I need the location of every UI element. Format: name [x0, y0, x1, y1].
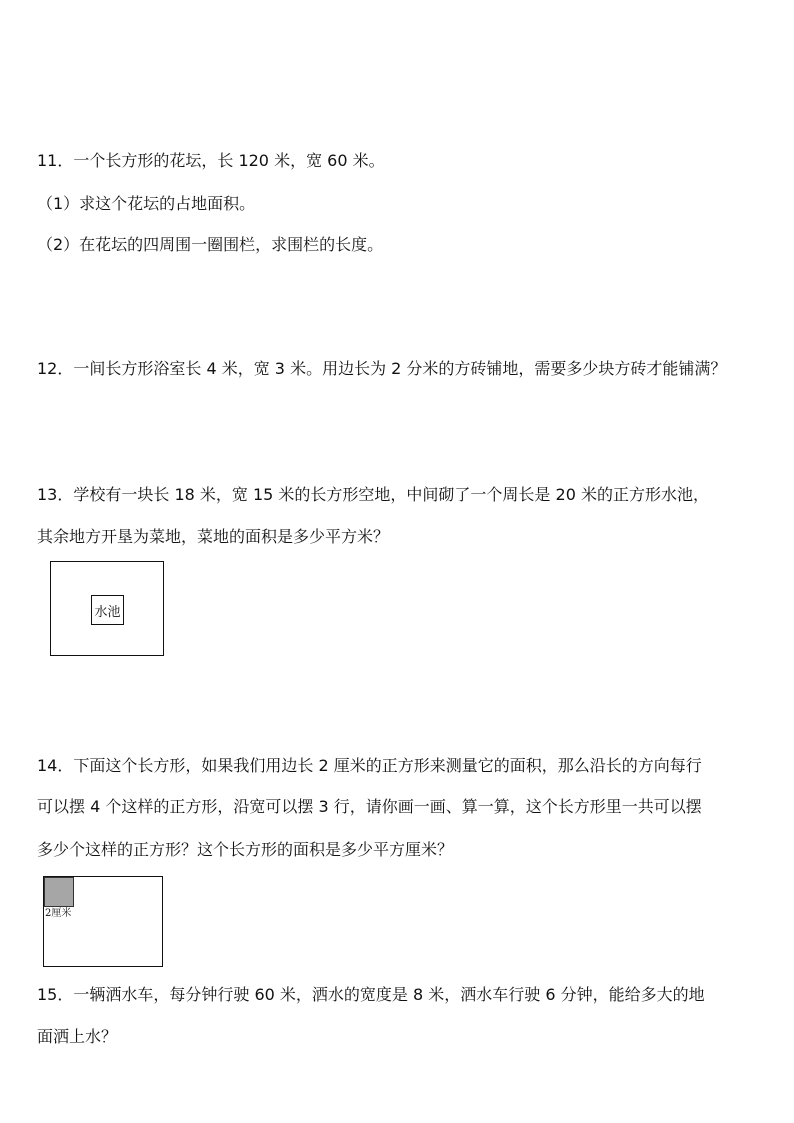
rectangle-figure [43, 876, 163, 967]
question-15-line-1: 15．一辆洒水车，每分钟行驶 60 米，洒水的宽度是 8 米，洒水车行驶 6 分钟，能给多大的地 [37, 985, 705, 1004]
question-14-line-3: 多少个这样的正方形？这个长方形的面积是多少平方厘米？ [37, 840, 454, 859]
question-11-stem: 11．一个长方形的花坛，长 120 米，宽 60 米。 [37, 151, 385, 170]
vacant-lot-figure [50, 561, 164, 656]
unit-square-label: 2厘米 [45, 908, 72, 919]
question-14-line-1: 14．下面这个长方形，如果我们用边长 2 厘米的正方形来测量它的面积，那么沿长的方向每行 [37, 756, 702, 775]
unit-square-tile [44, 877, 74, 907]
pool-square: 水池 [91, 595, 124, 625]
question-11-part-2: （2）在花坛的四周围一圈围栏，求围栏的长度。 [37, 235, 384, 254]
question-12-stem: 12．一间长方形浴室长 4 米，宽 3 米。用边长为 2 分米的方砖铺地，需要多少块方砖才能铺满？ [37, 359, 727, 378]
question-15-line-2: 面洒上水？ [37, 1027, 118, 1046]
question-14-line-2: 可以摆 4 个这样的正方形，沿宽可以摆 3 行，请你画一画、算一算，这个长方形里一共可以摆 [37, 797, 702, 816]
question-11-part-1: （1）求这个花坛的占地面积。 [37, 194, 256, 213]
question-13-line-2: 其余地方开垦为菜地，菜地的面积是多少平方米？ [37, 527, 390, 546]
question-13-line-1: 13．学校有一块长 18 米，宽 15 米的长方形空地，中间砌了一个周长是 20 米的正方形水池， [37, 485, 709, 504]
